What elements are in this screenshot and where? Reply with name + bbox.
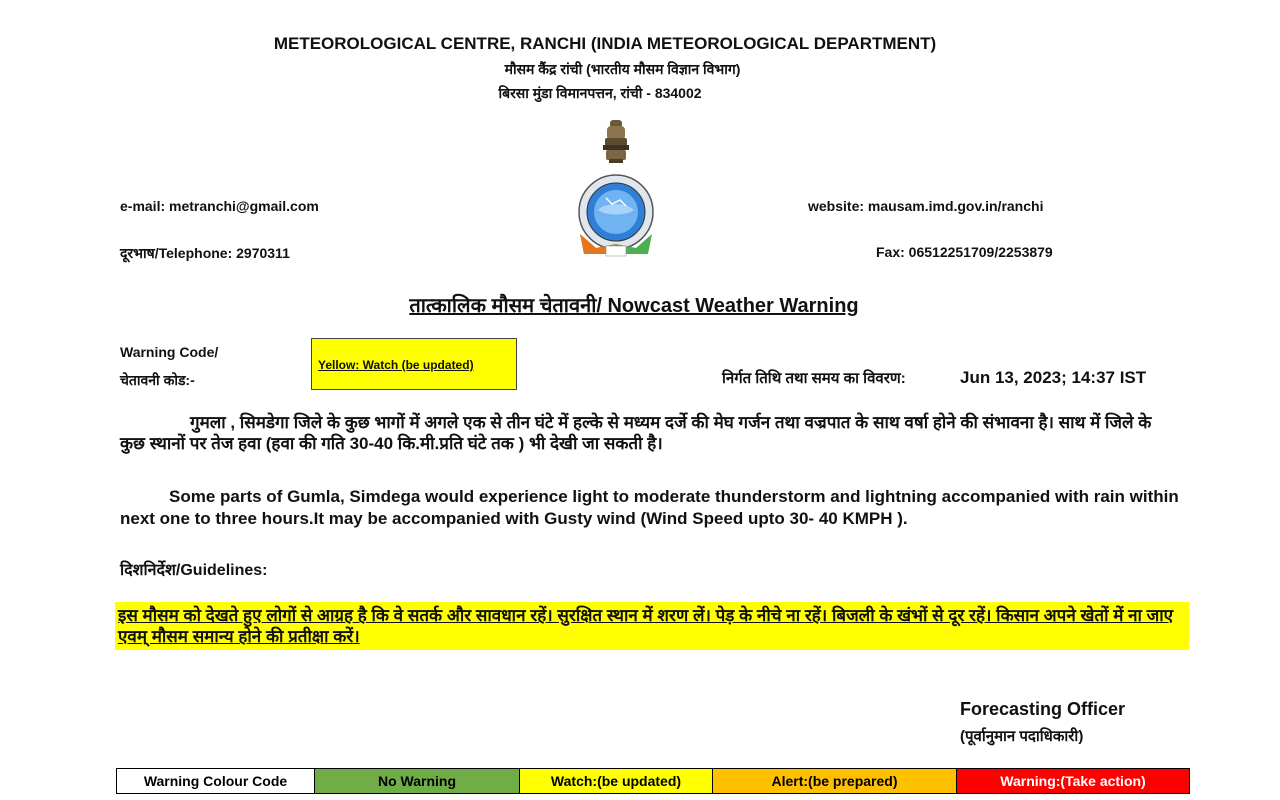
guidelines-text: इस मौसम को देखते हुए लोगों से आग्रह है कि वे सतर्क और सावधान रहें। सुरक्षित स्थान में शरण लें। पेड़ के नीचे ना रहें। बिजली के खंभों से दूर रहें। किसान अपने खेतों में ना जाए एवम् मौसम समान्य होने की प्रतीक्षा करें। (118, 606, 1174, 646)
issue-datetime-label: निर्गत तिथि तथा समय का विवरण: (722, 370, 906, 387)
english-forecast-paragraph: Some parts of Gumla, Simdega would experience light to moderate thunderstorm and lightning accompanied with rain within next one to three hours.It may be accompanied with Gusty wind (Wind Speed upto 30- 40 KMPH ). (120, 487, 1179, 528)
header-address: बिरसा मुंडा विमानपत्तन, रांची - 834002 (498, 85, 702, 101)
guidelines-label: दिशनिर्देश/Guidelines: (120, 562, 268, 579)
warning-code-value: Yellow: Watch (be updated) (318, 358, 474, 372)
hindi-forecast-paragraph: गुमला , सिमडेगा जिले के कुछ भागों में अगले एक से तीन घंटे में हल्के से मध्यम दर्जे की मेघ गर्जन तथा वज्रपात के साथ वर्षा होने की संभावना है। साथ में जिले के कुछ स्थानों पर तेज हवा (हवा की गति 30-40 कि.मी.प्रति घंटे तक ) भी देखी जा सकती है। (120, 413, 1152, 453)
legend-cell-watch: Watch:(be updated) (520, 769, 713, 793)
forecasting-officer-title: Forecasting Officer (960, 699, 1126, 719)
legend-cell-header: Warning Colour Code (117, 769, 315, 793)
legend-cell-alert: Alert:(be prepared) (713, 769, 957, 793)
warning-code-label-en: Warning Code/ (120, 344, 219, 360)
telephone-text: दूरभाष/Telephone: 2970311 (120, 245, 290, 261)
issue-datetime-value: Jun 13, 2023; 14:37 IST (960, 368, 1147, 387)
imd-emblem-icon (576, 118, 656, 262)
legend-cell-warning: Warning:(Take action) (957, 769, 1189, 793)
email-text: e-mail: metranchi@gmail.com (120, 198, 319, 214)
fax-text: Fax: 06512251709/2253879 (876, 244, 1053, 260)
header-title: METEOROLOGICAL CENTRE, RANCHI (INDIA METEOROLOGICAL DEPARTMENT) (273, 34, 937, 53)
website-text: website: mausam.imd.gov.in/ranchi (808, 198, 1044, 214)
legend-cell-no-warning: No Warning (315, 769, 520, 793)
warning-colour-legend (116, 768, 1190, 794)
warning-code-label-hi: चेतावनी कोड:- (120, 372, 195, 388)
warning-code-box (311, 338, 517, 390)
header-hindi-title: मौसम कैंद्र रांची (भारतीय मौसम विज्ञान विभाग) (504, 61, 741, 77)
forecasting-officer-title-hindi: (पूर्वानुमान पदाधिकारी) (960, 728, 1084, 745)
document-title: तात्कालिक मौसम चेतावनी/ Nowcast Weather Warning (409, 295, 859, 317)
guidelines-box (115, 602, 1189, 650)
